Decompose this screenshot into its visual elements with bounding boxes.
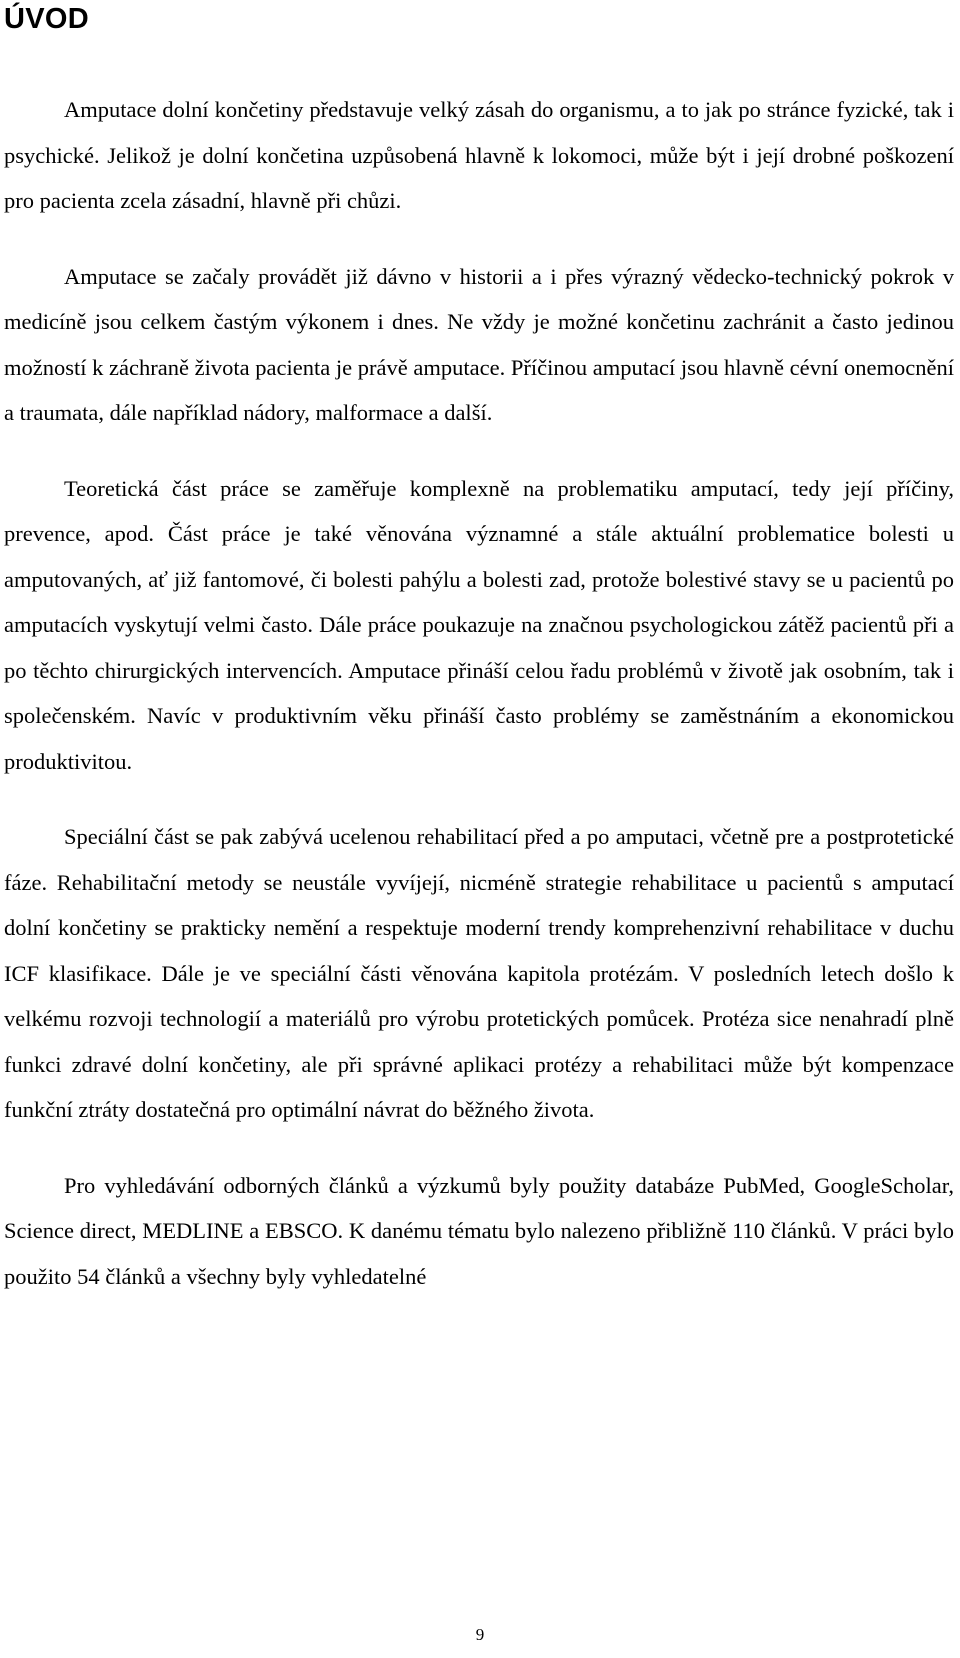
page-title: ÚVOD: [4, 3, 89, 35]
paragraph-2: Amputace se začaly provádět již dávno v historii a i přes výrazný vědecko-technický pokrok v medicíně jsou celkem častým výkonem i dnes. Ne vždy je možné končetinu zachránit a často jedinou možností k záchraně života pacienta je právě amputace. Příčinou amputací jsou hlavně cévní onemocnění a traumata, dále například nádory, malformace a další.: [4, 263, 954, 425]
body-text: [4, 87, 954, 1329]
page-number: 9: [475, 1625, 485, 1644]
paragraph-5: Pro vyhledávání odborných článků a výzkumů byly použity databáze PubMed, GoogleScholar, Science direct, MEDLINE a EBSCO. K danému tématu bylo nalezeno přibližně 110 článků. V práci bylo použito 54 článků a všechny byly vyhledatelné: [4, 1172, 954, 1289]
paragraph-1: Amputace dolní končetiny představuje velký zásah do organismu, a to jak po stránce fyzické, tak i psychické. Jelikož je dolní končetina uzpůsobená hlavně k lokomoci, může být i její drobné poškození pro pacienta zcela zásadní, hlavně při chůzi.: [4, 97, 954, 213]
paragraph-3: Teoretická část práce se zaměřuje komplexně na problematiku amputací, tedy její příčiny, prevence, apod. Část práce je také věnována významné a stále aktuální problematice bolesti u amputovaných, ať již fantomové, či bolesti pahýlu a bolesti zad, protože bolestivé stavy se u pacientů po amputacích vyskytují velmi často. Dále práce poukazuje na značnou psychologickou zátěž pacientů při a po těchto chirurgických intervencích. Amputace přináší celou řadu problémů v životě jak osobním, tak i společenském. Navíc v produktivním věku přináší často problémy se zaměstnáním a ekonomickou produktivitou.: [4, 475, 954, 774]
paragraph-4: Speciální část se pak zabývá ucelenou rehabilitací před a po amputaci, včetně pre a postprotetické fáze. Rehabilitační metody se neustále vyvíjejí, nicméně strategie rehabilitace u pacientů s amputací dolní končetiny se prakticky nemění a respektuje moderní trendy komprehenzivní rehabilitace v duchu ICF klasifikace. Dále je ve speciální části věnována kapitola protézám. V posledních letech došlo k velkému rozvoji technologií a materiálů pro výrobu protetických pomůcek. Protéza sice nenahradí plně funkci zdravé dolní končetiny, ale při správné aplikaci protézy a rehabilitaci může být kompenzace funkční ztráty dostatečná pro optimální návrat do běžného života.: [4, 824, 954, 1122]
